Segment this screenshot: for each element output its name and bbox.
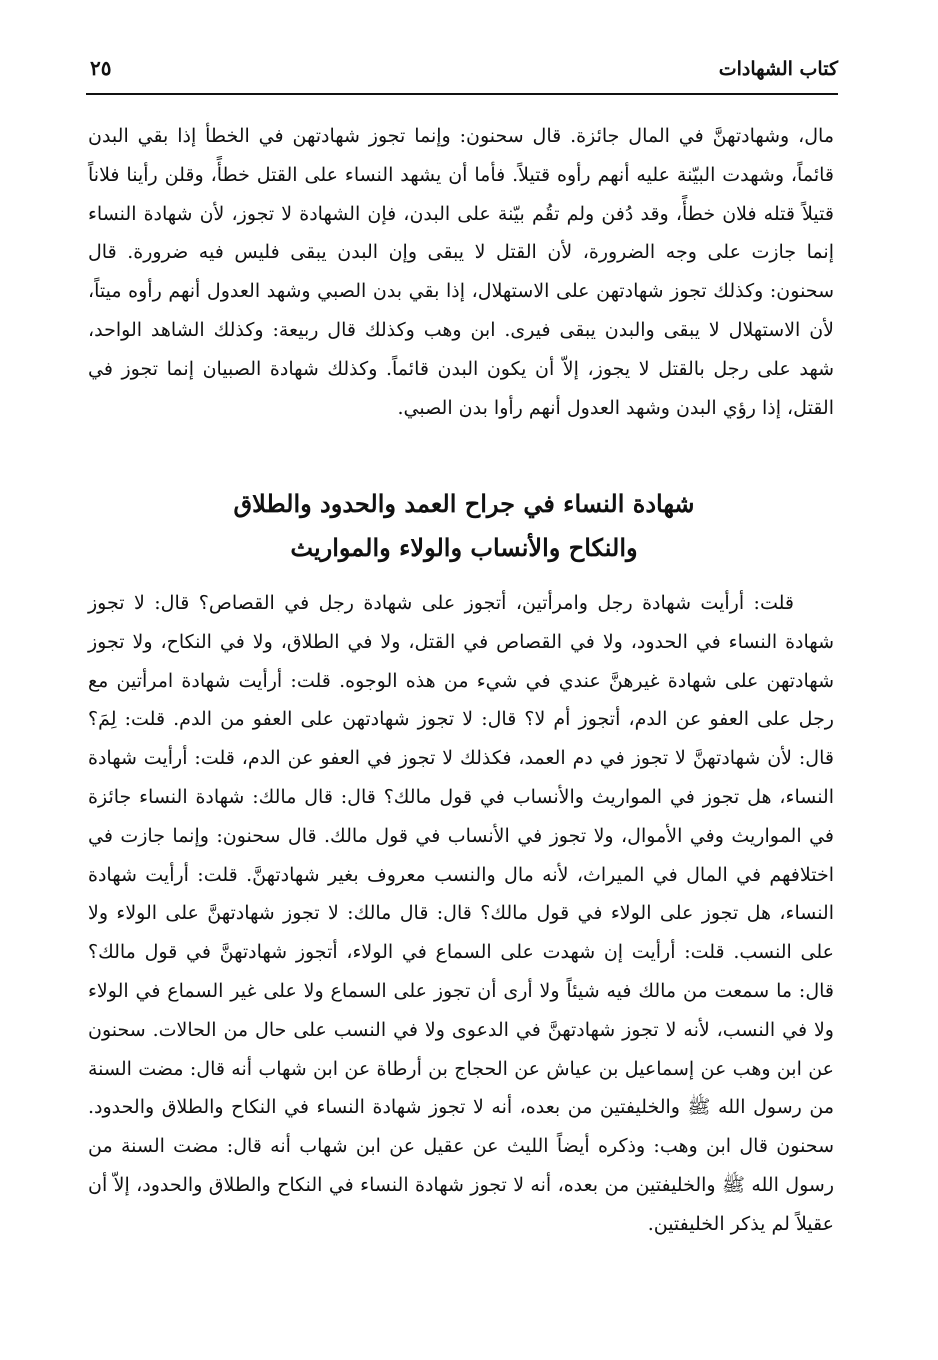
book-title: كتاب الشهادات	[718, 58, 838, 80]
running-header	[86, 52, 838, 92]
header-rule	[86, 93, 838, 95]
section-heading	[100, 482, 828, 570]
paragraph: مال، وشهادتهنَّ في المال جائزة. قال سحنون: وإنما تجوز شهادتهن في الخطأ إذا بقي البدن قائماً، وشهدت البيّنة عليه أنهم رأوه قتيلاً. فأما أن يشهد النساء على القتل خطأً، وقلن رأينا فلاناً قتيلاً قتله فلان خطأً، وقد دُفن ولم تقُم بيّنة على البدن، فإن الشهادة لا تجوز، لأن شهادة النساء إنما جازت على وجه الضرورة، لأن القتل لا يبقى وإن البدن يبقى فليس فيه ضرورة. قال سحنون: وكذلك تجوز شهادتهن على الاستهلال، إذا بقي بدن الصبي وشهد العدول أنهم رأوه ميتاً، لأن الاستهلال لا يبقى والبدن يبقى فيرى. ابن وهب وكذلك قال ربيعة: وكذلك الشاهد الواحد، شهد على رجل بالقتل لا يجوز، إلاّ أن يكون البدن قائماً. وكذلك شهادة الصبيان إنما تجوز في القتل، إذا رؤي البدن وشهد العدول أنهم رأوا بدن الصبي.	[88, 125, 834, 419]
paragraph: قلت: أرأيت شهادة رجل وامرأتين، أتجوز على شهادة رجل في القصاص؟ قال: لا تجوز شهادة النساء في الحدود، ولا في القصاص في القتل، ولا في الطلاق، ولا في النكاح، ولا تجوز شهادتهن على شهادة غيرهنَّ عندي في شيء من هذه الوجوه. قلت: أرأيت شهادة امرأتين مع رجل على العفو عن الدم، أتجوز أم لا؟ قال: لا تجوز شهادتهن على العفو من الدم. قلت: لِمَ؟ قال: لأن شهادتهنَّ لا تجوز في دم العمد، فكذلك لا تجوز في العفو عن الدم، قلت: أرأيت شهادة النساء، هل تجوز في المواريث والأنساب في قول مالك؟ قال: قال مالك: شهادة النساء جائزة في المواريث وفي الأموال، ولا تجوز في الأنساب في قول مالك. قال سحنون: وإنما جازت في اختلافهم في المال في الميراث، لأنه مال والنسب معروف بغير شهادتهنَّ. قلت: أرأيت شهادة النساء، هل تجوز على الولاء في قول مالك؟ قال: قال مالك: لا تجوز شهادتهنَّ على الولاء ولا على النسب. قلت: أرأيت إن شهدت على السماع في الولاء، أتجوز شهادتهنَّ في قول مالك؟ قال: ما سمعت من مالك فيه شيئاً ولا أرى أن تجوز على السماع ولا على غير السماع في الولاء ولا في النسب، لأنه لا تجوز شهادتهنَّ في الدعوى ولا في النسب على حال من الحالات. سحنون عن ابن وهب عن إسماعيل بن عياش عن الحجاج بن أرطاة عن ابن شهاب أنه قال: مضت السنة من رسول الله ﷺ والخليفتين من بعده، أنه لا تجوز شهادة النساء في النكاح والطلاق والحدود. سحنون قال ابن وهب: وذكره أيضاً الليث عن عقيل عن ابن شهاب أنه قال: مضت السنة من رسول الله ﷺ والخليفتين من بعده، أنه لا تجوز شهادة النساء في النكاح والطلاق والحدود، إلاّ أن عقيلاً لم يذكر الخليفتين.	[88, 592, 834, 1235]
section-heading-line: والنكاح والأنساب والولاء والمواريث	[290, 533, 638, 562]
section-heading-line: شهادة النساء في جراح العمد والحدود والطلاق	[233, 489, 695, 518]
page-number: ٢٥	[90, 56, 112, 80]
